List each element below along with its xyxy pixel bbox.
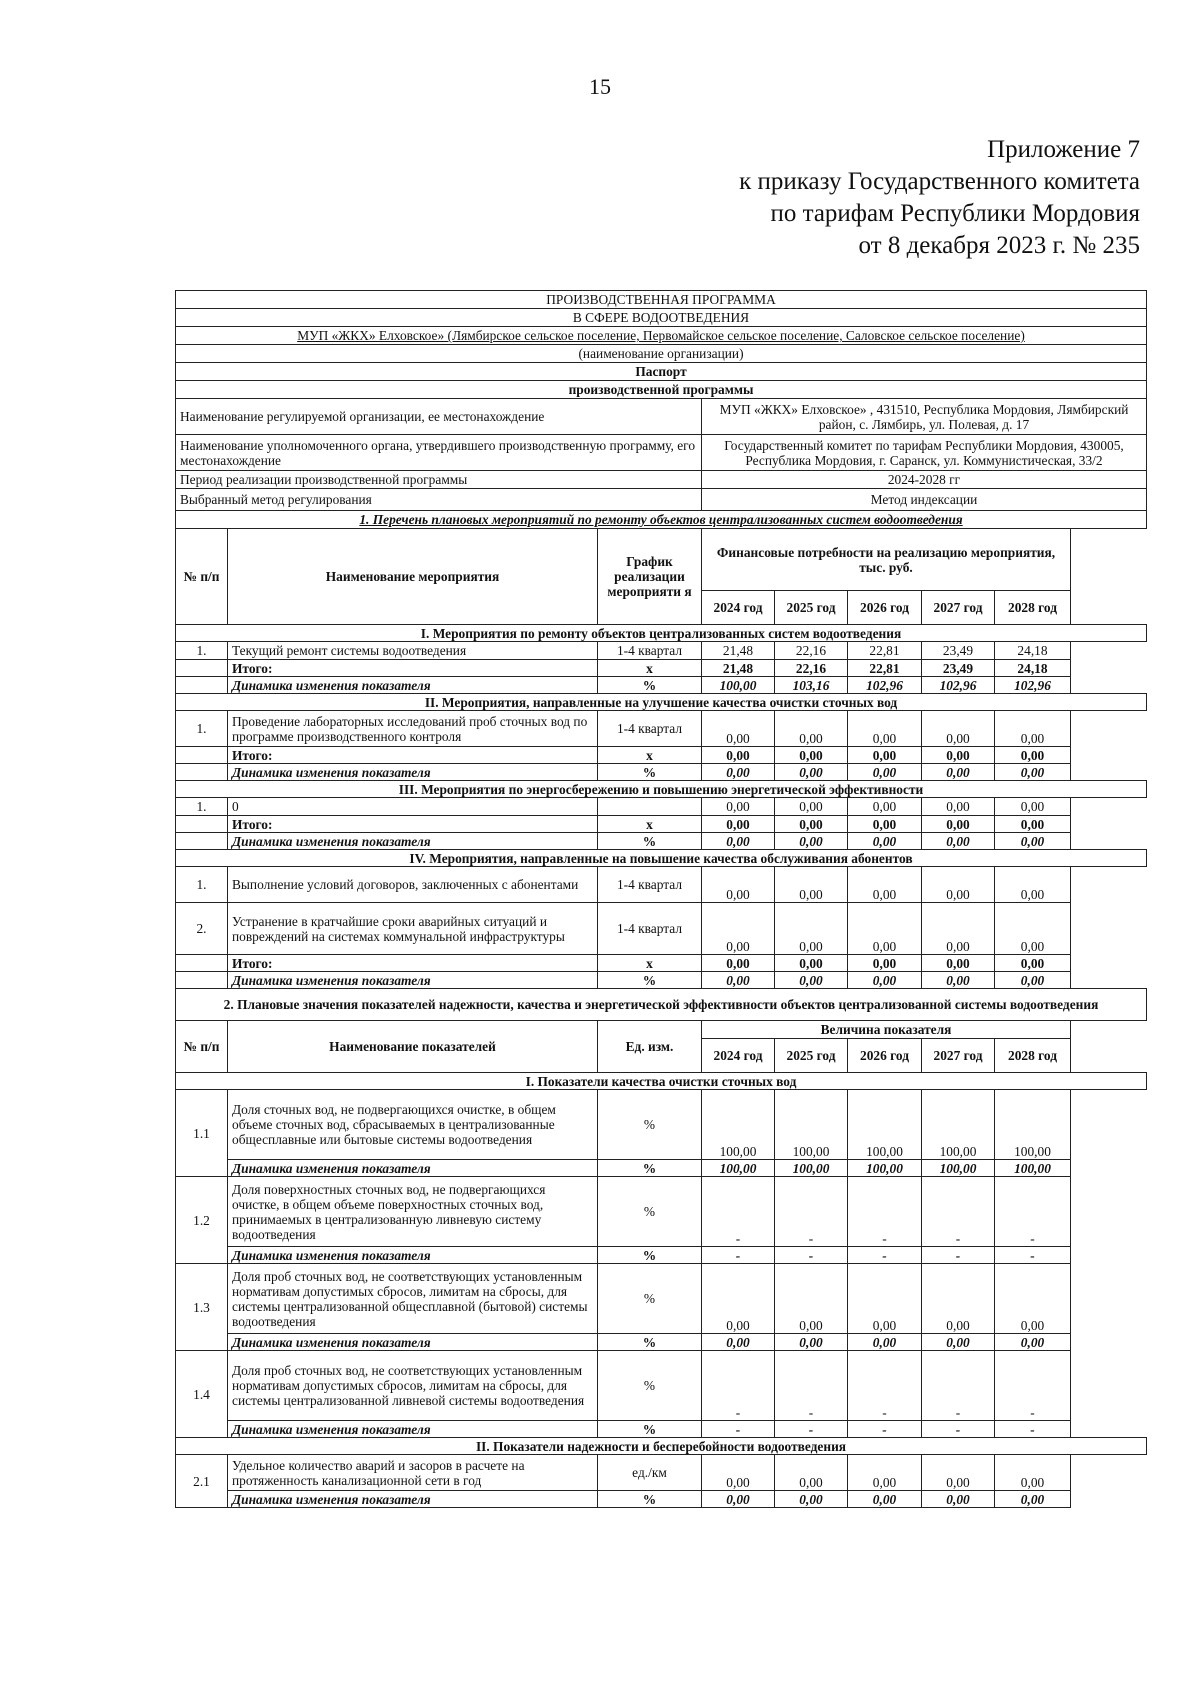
dynamics-value: 0,00 — [848, 1334, 922, 1351]
dynamics-value: - — [775, 1421, 848, 1438]
year-header: 2025 год — [775, 591, 848, 625]
dynamics-unit: % — [598, 1334, 702, 1351]
group-title: III. Мероприятия по энергосбережению и повышению энергетической эффективности — [176, 781, 1147, 798]
dynamics-value: 102,96 — [848, 677, 922, 694]
dynamics-row — [176, 677, 1147, 694]
row-value: 0,00 — [702, 798, 775, 816]
row-value: 0,00 — [848, 798, 922, 816]
row-value: 0,00 — [702, 1264, 775, 1334]
total-row — [176, 816, 1147, 833]
total-value: 0,00 — [922, 816, 995, 833]
row-value: 0,00 — [848, 711, 922, 747]
group-title-row — [176, 694, 1147, 711]
row-number: 1.1 — [176, 1090, 228, 1177]
dynamics-value: 100,00 — [702, 1160, 775, 1177]
passport-value: МУП «ЖКХ» Елховское» , 431510, Республика Мордовия, Лямбирский район, с. Лямбирь, ул. Полевая, д. 17 — [702, 399, 1147, 435]
dynamics-value: 102,96 — [922, 677, 995, 694]
passport-value: 2024-2028 гг — [702, 471, 1147, 489]
dynamics-value: 100,00 — [848, 1160, 922, 1177]
dynamics-value: 100,00 — [922, 1160, 995, 1177]
row-value: 0,00 — [922, 798, 995, 816]
table-row — [176, 1264, 1147, 1334]
table-row — [176, 1090, 1147, 1160]
row-name: Доля проб сточных вод, не соответствующих установленным нормативам допустимых сбросов, лимитам на сбросы, для системы централизованной общесплавной (бытовой) системы водоотведения — [228, 1264, 598, 1334]
row-value: 0,00 — [922, 1264, 995, 1334]
row-value: 0,00 — [775, 867, 848, 903]
row-value: - — [922, 1177, 995, 1247]
total-label: Итого: — [228, 660, 598, 677]
col-num-header: № п/п — [176, 529, 228, 625]
row-number: 1. — [176, 642, 228, 660]
dynamics-value: 0,00 — [995, 833, 1071, 850]
col-name-header: Наименование мероприятия — [228, 529, 598, 625]
dynamics-unit: % — [598, 972, 702, 989]
total-value: 22,16 — [775, 660, 848, 677]
dynamics-value: 0,00 — [702, 833, 775, 850]
group-title-row — [176, 1438, 1147, 1455]
dynamics-value: 0,00 — [922, 972, 995, 989]
row-number: 1.4 — [176, 1351, 228, 1438]
table-row — [176, 1351, 1147, 1421]
dynamics-value: - — [995, 1247, 1071, 1264]
row-value: - — [775, 1351, 848, 1421]
row-value: 0,00 — [848, 1455, 922, 1491]
col-value-header: Величина показателя — [702, 1021, 1071, 1039]
dynamics-value: - — [995, 1421, 1071, 1438]
dynamics-value: 0,00 — [702, 972, 775, 989]
dynamics-value: 0,00 — [922, 833, 995, 850]
row-name: 0 — [228, 798, 598, 816]
year-header: 2025 год — [775, 1039, 848, 1073]
dynamics-value: 0,00 — [922, 1491, 995, 1508]
program-table — [175, 290, 1147, 1508]
row-number: 2.1 — [176, 1455, 228, 1508]
group-title: II. Показатели надежности и бесперебойности водоотведения — [176, 1438, 1147, 1455]
table-row — [176, 711, 1147, 747]
passport-subtitle: производственной программы — [176, 381, 1147, 399]
total-unit: х — [598, 816, 702, 833]
dynamics-label: Динамика изменения показателя — [228, 972, 598, 989]
row-value: - — [702, 1351, 775, 1421]
group-title-row — [176, 1073, 1147, 1090]
dynamics-unit: % — [598, 677, 702, 694]
blank-cell — [176, 955, 228, 972]
row-value: 0,00 — [995, 798, 1071, 816]
row-name: Доля поверхностных сточных вод, не подвергающихся очистке, в общем объеме поверхностных сточных вод, принимаемых в централизованную ливневую систему водоотведения — [228, 1177, 598, 1247]
row-unit: % — [598, 1090, 702, 1160]
row-name: Текущий ремонт системы водоотведения — [228, 642, 598, 660]
row-number: 1. — [176, 867, 228, 903]
dynamics-value: 0,00 — [995, 972, 1071, 989]
dynamics-unit: % — [598, 1247, 702, 1264]
row-value: 100,00 — [702, 1090, 775, 1160]
group-title-row — [176, 781, 1147, 798]
row-value: 0,00 — [995, 711, 1071, 747]
blank-cell — [176, 747, 228, 764]
row-number: 1.3 — [176, 1264, 228, 1351]
dynamics-value: 0,00 — [922, 1334, 995, 1351]
total-label: Итого: — [228, 955, 598, 972]
row-value: - — [995, 1177, 1071, 1247]
dynamics-value: 0,00 — [848, 764, 922, 781]
table-row — [176, 1455, 1147, 1491]
row-value: - — [848, 1351, 922, 1421]
dynamics-row — [176, 764, 1147, 781]
total-value: 0,00 — [995, 747, 1071, 764]
row-number: 1.2 — [176, 1177, 228, 1264]
dynamics-label: Динамика изменения показателя — [228, 764, 598, 781]
dynamics-row — [176, 1421, 1147, 1438]
group-title-row — [176, 625, 1147, 642]
row-value: 0,00 — [775, 1264, 848, 1334]
row-value: 100,00 — [995, 1090, 1071, 1160]
row-value: 0,00 — [702, 1455, 775, 1491]
dynamics-value: 0,00 — [702, 1491, 775, 1508]
row-unit: % — [598, 1351, 702, 1421]
total-value: 0,00 — [922, 955, 995, 972]
year-header: 2028 год — [995, 1039, 1071, 1073]
dynamics-value: 0,00 — [995, 1334, 1071, 1351]
dynamics-value: - — [702, 1247, 775, 1264]
row-value: 24,18 — [995, 642, 1071, 660]
dynamics-value: 0,00 — [702, 764, 775, 781]
row-value: 0,00 — [995, 903, 1071, 955]
year-header: 2028 год — [995, 591, 1071, 625]
passport-value: Метод индексации — [702, 489, 1147, 511]
page-number: 15 — [589, 74, 611, 99]
year-header: 2027 год — [922, 591, 995, 625]
row-value: 0,00 — [995, 1264, 1071, 1334]
passport-row — [176, 489, 1147, 511]
dynamics-row — [176, 972, 1147, 989]
dynamics-unit: % — [598, 764, 702, 781]
program-subtitle: В СФЕРЕ ВОДООТВЕДЕНИЯ — [176, 309, 1147, 327]
row-number: 1. — [176, 798, 228, 816]
dynamics-value: - — [848, 1247, 922, 1264]
dynamics-value: 0,00 — [848, 1491, 922, 1508]
blank-cell — [176, 816, 228, 833]
dynamics-row — [176, 1334, 1147, 1351]
dynamics-value: 0,00 — [848, 972, 922, 989]
row-name: Выполнение условий договоров, заключенных с абонентами — [228, 867, 598, 903]
blank-cell — [176, 660, 228, 677]
row-number: 2. — [176, 903, 228, 955]
row-value: 0,00 — [702, 867, 775, 903]
total-value: 0,00 — [702, 955, 775, 972]
group-title: I. Мероприятия по ремонту объектов централизованных систем водоотведения — [176, 625, 1147, 642]
row-name: Доля проб сточных вод, не соответствующих установленным нормативам допустимых сбросов, лимитам на сбросы, для системы централизованной ливневой системы водоотведения — [228, 1351, 598, 1421]
row-value: - — [995, 1351, 1071, 1421]
year-header: 2026 год — [848, 591, 922, 625]
dynamics-unit: % — [598, 833, 702, 850]
col-fin-header: Финансовые потребности на реализацию мероприятия, тыс. руб. — [702, 529, 1071, 591]
group-title: IV. Мероприятия, направленные на повышение качества обслуживания абонентов — [176, 850, 1147, 867]
col-schedule-header: График реализации мероприяти я — [598, 529, 702, 625]
table-row — [176, 1177, 1147, 1247]
blank-cell — [176, 833, 228, 850]
total-label: Итого: — [228, 747, 598, 764]
dynamics-value: 102,96 — [995, 677, 1071, 694]
total-value: 0,00 — [702, 816, 775, 833]
appendix-line-4: от 8 декабря 2023 г. № 235 — [858, 232, 1140, 259]
passport-label: Наименование регулируемой организации, ее местонахождение — [176, 399, 702, 435]
program-title: ПРОИЗВОДСТВЕННАЯ ПРОГРАММА — [176, 291, 1147, 309]
dynamics-row — [176, 1247, 1147, 1264]
total-value: 0,00 — [775, 747, 848, 764]
section1-header-row — [176, 529, 1147, 591]
col-name-header: Наименование показателей — [228, 1021, 598, 1073]
dynamics-label: Динамика изменения показателя — [228, 1491, 598, 1508]
row-value: 0,00 — [922, 903, 995, 955]
section2-header-row — [176, 1021, 1147, 1039]
row-value: 0,00 — [702, 711, 775, 747]
table-row — [176, 642, 1147, 660]
dynamics-value: 0,00 — [775, 764, 848, 781]
row-unit: % — [598, 1177, 702, 1247]
year-header: 2024 год — [702, 591, 775, 625]
dynamics-label: Динамика изменения показателя — [228, 1334, 598, 1351]
total-value: 0,00 — [848, 816, 922, 833]
dynamics-unit: % — [598, 1421, 702, 1438]
row-value: - — [702, 1177, 775, 1247]
dynamics-value: - — [922, 1421, 995, 1438]
row-value: 23,49 — [922, 642, 995, 660]
dynamics-value: 0,00 — [775, 972, 848, 989]
dynamics-row — [176, 1491, 1147, 1508]
table-row — [176, 867, 1147, 903]
dynamics-label: Динамика изменения показателя — [228, 677, 598, 694]
row-value: 0,00 — [848, 903, 922, 955]
section1-title: 1. Перечень плановых мероприятий по ремонту объектов централизованных систем водоотведения — [176, 511, 1147, 529]
total-value: 22,81 — [848, 660, 922, 677]
row-value: 100,00 — [922, 1090, 995, 1160]
row-number: 1. — [176, 711, 228, 747]
total-unit: х — [598, 747, 702, 764]
col-unit-header: Ед. изм. — [598, 1021, 702, 1073]
row-value: 0,00 — [922, 867, 995, 903]
dynamics-unit: % — [598, 1491, 702, 1508]
row-unit: ед./км — [598, 1455, 702, 1491]
dynamics-label: Динамика изменения показателя — [228, 833, 598, 850]
row-value: 0,00 — [775, 798, 848, 816]
year-header: 2024 год — [702, 1039, 775, 1073]
row-value: 0,00 — [922, 711, 995, 747]
dynamics-value: - — [775, 1247, 848, 1264]
dynamics-label: Динамика изменения показателя — [228, 1160, 598, 1177]
total-value: 21,48 — [702, 660, 775, 677]
col-num-header: № п/п — [176, 1021, 228, 1073]
section2-title: 2. Плановые значения показателей надежности, качества и энергетической эффективности объектов централизованной системы водоотведения — [176, 989, 1147, 1021]
row-value: 0,00 — [995, 1455, 1071, 1491]
total-value: 0,00 — [922, 747, 995, 764]
appendix-line-1: Приложение 7 — [987, 136, 1140, 163]
row-value: 22,81 — [848, 642, 922, 660]
dynamics-value: 100,00 — [775, 1160, 848, 1177]
dynamics-row — [176, 1160, 1147, 1177]
total-value: 24,18 — [995, 660, 1071, 677]
row-value: 100,00 — [775, 1090, 848, 1160]
passport-label: Период реализации производственной программы — [176, 471, 702, 489]
total-value: 0,00 — [848, 747, 922, 764]
dynamics-value: 0,00 — [775, 1491, 848, 1508]
total-value: 0,00 — [995, 816, 1071, 833]
row-value: 0,00 — [702, 903, 775, 955]
passport-row — [176, 399, 1147, 435]
total-value: 0,00 — [702, 747, 775, 764]
table-row — [176, 903, 1147, 955]
total-value: 0,00 — [775, 816, 848, 833]
row-name: Проведение лабораторных исследований проб сточных вод по программе производственного контроля — [228, 711, 598, 747]
row-name: Устранение в кратчайшие сроки аварийных ситуаций и повреждений на системах коммунальной инфраструктуры — [228, 903, 598, 955]
total-value: 0,00 — [775, 955, 848, 972]
dynamics-value: 0,00 — [702, 1334, 775, 1351]
blank-cell — [176, 972, 228, 989]
total-row — [176, 747, 1147, 764]
total-unit: х — [598, 660, 702, 677]
passport-row — [176, 471, 1147, 489]
year-header: 2026 год — [848, 1039, 922, 1073]
passport-value: Государственный комитет по тарифам Республики Мордовия, 430005, Республика Мордовия, г. Саранск, ул. Коммунистическая, 33/2 — [702, 435, 1147, 471]
total-label: Итого: — [228, 816, 598, 833]
appendix-block — [739, 134, 1140, 262]
row-value: 21,48 — [702, 642, 775, 660]
dynamics-value: 103,16 — [775, 677, 848, 694]
dynamics-row — [176, 833, 1147, 850]
dynamics-value: 0,00 — [775, 833, 848, 850]
group-title: II. Мероприятия, направленные на улучшение качества очистки сточных вод — [176, 694, 1147, 711]
total-row — [176, 660, 1147, 677]
row-value: - — [922, 1351, 995, 1421]
dynamics-label: Динамика изменения показателя — [228, 1247, 598, 1264]
appendix-line-3: по тарифам Республики Мордовия — [770, 200, 1140, 227]
total-unit: х — [598, 955, 702, 972]
group-title: I. Показатели качества очистки сточных вод — [176, 1073, 1147, 1090]
row-value: 0,00 — [775, 903, 848, 955]
dynamics-value: 0,00 — [995, 1491, 1071, 1508]
row-value: 0,00 — [775, 711, 848, 747]
appendix-line-2: к приказу Государственного комитета — [739, 168, 1140, 195]
dynamics-value: 0,00 — [848, 833, 922, 850]
total-value: 23,49 — [922, 660, 995, 677]
group-title-row — [176, 850, 1147, 867]
row-name: Удельное количество аварий и засоров в расчете на протяженность канализационной сети в год — [228, 1455, 598, 1491]
dynamics-value: - — [922, 1247, 995, 1264]
row-schedule — [598, 798, 702, 816]
row-value: - — [775, 1177, 848, 1247]
row-value: 0,00 — [848, 867, 922, 903]
organization-name: МУП «ЖКХ» Елховское» (Лямбирское сельское поселение, Первомайское сельское поселение, Саловское сельское поселение) — [176, 327, 1147, 345]
dynamics-value: 100,00 — [702, 677, 775, 694]
passport-label: Наименование уполномоченного органа, утвердившего производственную программу, его местонахождение — [176, 435, 702, 471]
table-row — [176, 798, 1147, 816]
dynamics-value: 100,00 — [995, 1160, 1071, 1177]
passport-label: Выбранный метод регулирования — [176, 489, 702, 511]
dynamics-value: - — [848, 1421, 922, 1438]
row-schedule: 1-4 квартал — [598, 711, 702, 747]
row-value: 0,00 — [775, 1455, 848, 1491]
passport-row — [176, 435, 1147, 471]
row-unit: % — [598, 1264, 702, 1334]
row-value: - — [848, 1177, 922, 1247]
dynamics-value: 0,00 — [775, 1334, 848, 1351]
dynamics-value: 0,00 — [922, 764, 995, 781]
row-value: 0,00 — [995, 867, 1071, 903]
row-value: 0,00 — [848, 1264, 922, 1334]
row-schedule: 1-4 квартал — [598, 903, 702, 955]
organization-caption: (наименование организации) — [176, 345, 1147, 363]
blank-cell — [176, 677, 228, 694]
row-value: 100,00 — [848, 1090, 922, 1160]
row-name: Доля сточных вод, не подвергающихся очистке, в общем объеме сточных вод, сбрасываемых в централизованные общесплавные или бытовые системы водоотведения — [228, 1090, 598, 1160]
year-header: 2027 год — [922, 1039, 995, 1073]
dynamics-value: 0,00 — [995, 764, 1071, 781]
row-value: 22,16 — [775, 642, 848, 660]
row-schedule: 1-4 квартал — [598, 642, 702, 660]
passport-title: Паспорт — [176, 363, 1147, 381]
blank-cell — [176, 764, 228, 781]
dynamics-value: - — [702, 1421, 775, 1438]
total-row — [176, 955, 1147, 972]
total-value: 0,00 — [995, 955, 1071, 972]
dynamics-unit: % — [598, 1160, 702, 1177]
dynamics-label: Динамика изменения показателя — [228, 1421, 598, 1438]
row-value: 0,00 — [922, 1455, 995, 1491]
total-value: 0,00 — [848, 955, 922, 972]
row-schedule: 1-4 квартал — [598, 867, 702, 903]
